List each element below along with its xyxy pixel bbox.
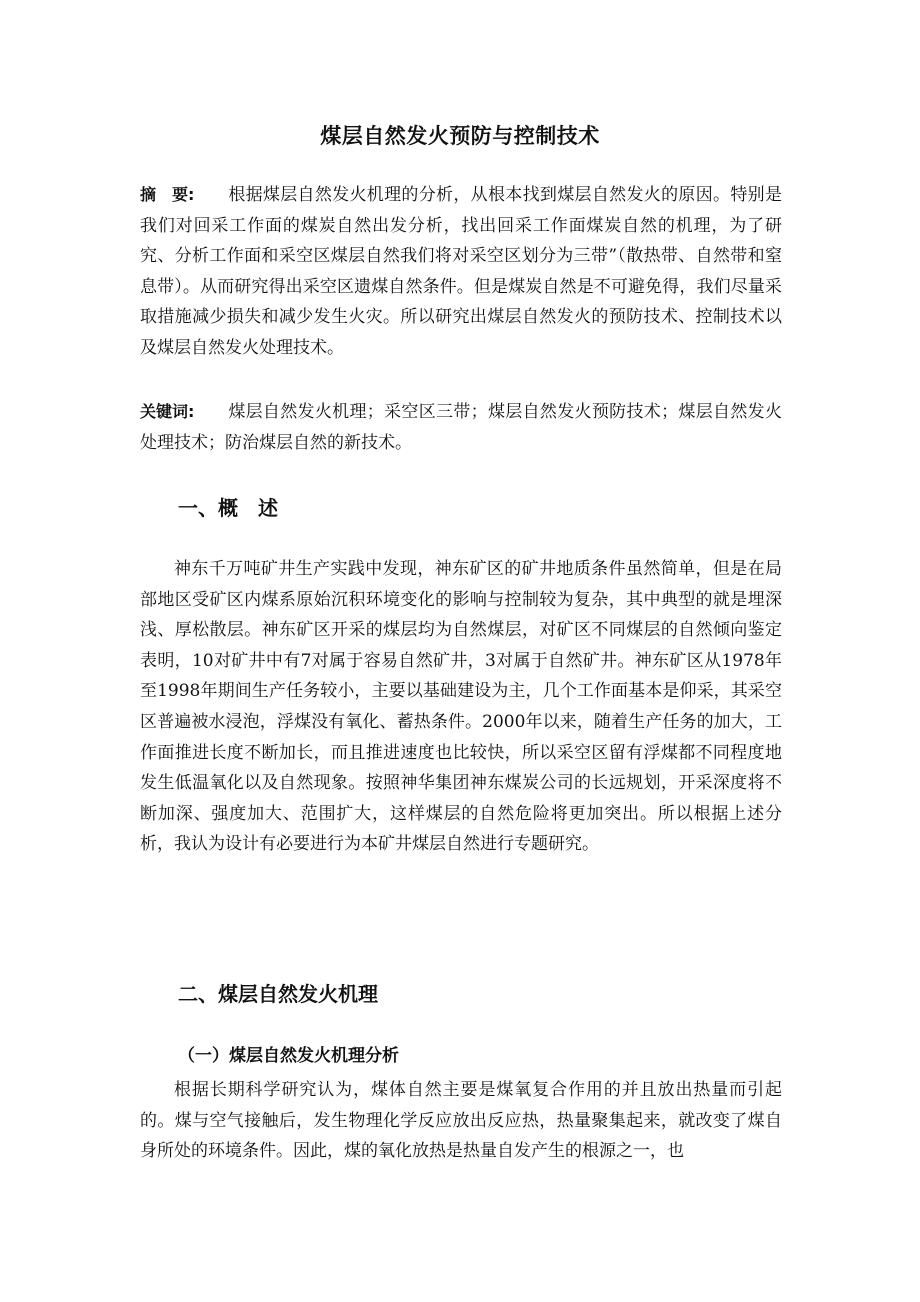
keywords-text: 煤层自然发火机理；采空区三带；煤层自然发火预防技术；煤层自然发火处理技术；防治煤层自然的新技术。 xyxy=(140,402,782,453)
subsection-heading-mechanism-analysis: （一）煤层自然发火机理分析 xyxy=(178,1046,399,1066)
keywords-block xyxy=(140,397,782,458)
abstract-text: 根据煤层自然发火机理的分析，从根本找到煤层自然发火的原因。特别是我们对回采工作面的煤炭自然出发分析，找出回采工作面煤炭自然的机理，为了研究、分析工作面和采空区煤层自然我们将对采空区划分为三带”（散热带、自然带和窒息带）。从而研究得出采空区遗煤自然条件。但是煤炭自然是不可避免得，我们尽量采取措施减少损失和减少发生火灾。所以研究出煤层自然发火的预防技术、控制技术以及煤层自然发火处理技术。 xyxy=(140,185,782,358)
section-heading-mechanism: 二、煤层自然发火机理 xyxy=(178,982,378,1006)
mechanism-analysis-paragraph: 根据长期科学研究认为，煤体自然主要是煤氧复合作用的并且放出热量而引起的。煤与空气接触后，发生物理化学反应放出反应热，热量聚集起来，就改变了煤自身所处的环境条件。因此，煤的氧化放热是热量自发产生的根源之一，也 xyxy=(140,1080,782,1162)
keywords-label: 关键词: xyxy=(140,402,195,421)
section-heading-overview: 一、概 述 xyxy=(178,496,278,520)
abstract-label: 摘 要: xyxy=(140,185,195,204)
document-title: 煤层自然发火预防与控制技术 xyxy=(320,124,600,148)
overview-paragraph: 神东千万吨矿井生产实践中发现，神东矿区的矿井地质条件虽然简单，但是在局部地区受矿区内煤系原始沉积环境变化的影响与控制较为复杂，其中典型的就是埋深浅、厚松散层。神东矿区开采的煤层均为自然煤层，对矿区不同煤层的自然倾向鉴定表明，10对矿井中有7对属于容易自然矿井，3对属于自然矿井。神东矿区从1978年至1998年期间生产任务较小，主要以基础建设为主，几个工作面基本是仰采，其采空区普遍被水浸泡，浮煤没有氧化、蓄热条件。2000年以来，随着生产任务的加大，工作面推进长度不断加长，而且推进速度也比较快，所以采空区留有浮煤都不同程度地发生低温氧化以及自然现象。按照神华集团神东煤炭公司的长远规划，开采深度将不断加深、强度加大、范围扩大，这样煤层的自然危险将更加突出。所以根据上述分析，我认为设计有必要进行为本矿井煤层自然进行专题研究。 xyxy=(140,559,782,855)
abstract-block xyxy=(140,180,782,363)
